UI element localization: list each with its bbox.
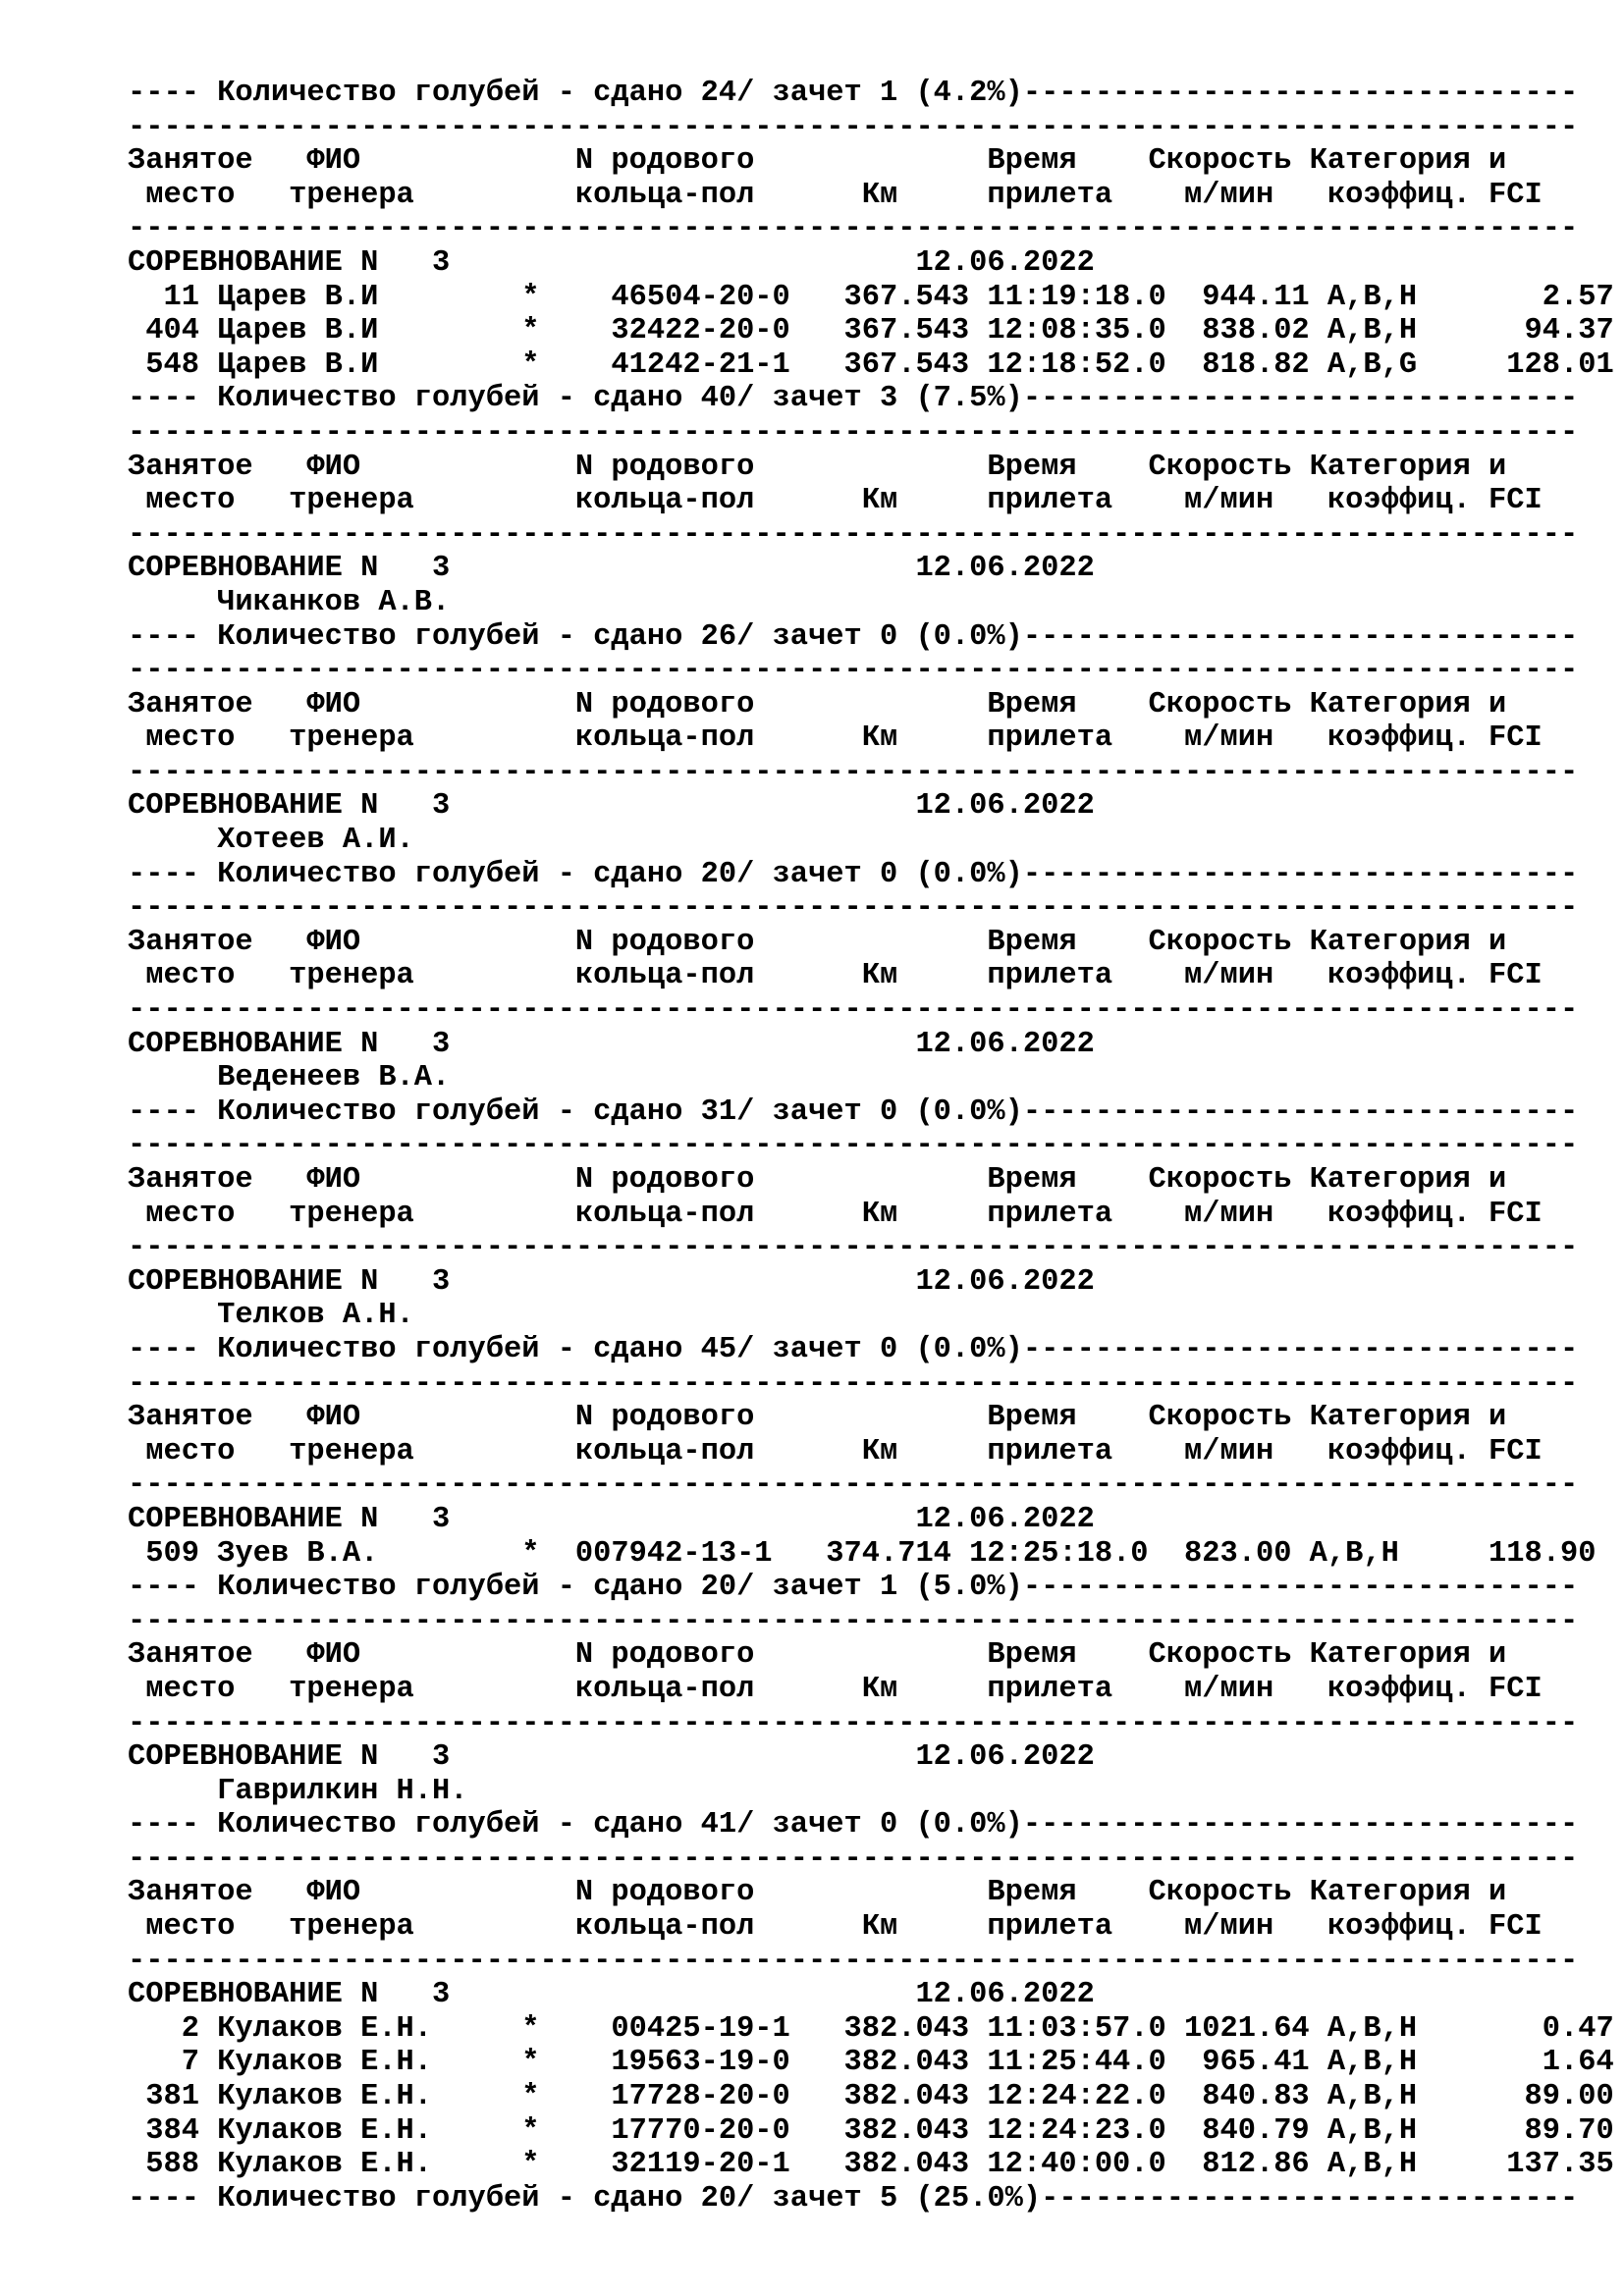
column-subheader-line: место тренера кольца-пол Км прилета м/мин коэффиц. FCI	[128, 484, 1543, 518]
separator-line: ---------------------------------------------------------------------------------	[128, 1944, 1579, 1978]
column-header-line: Занятое ФИО N родового Время Скорость Категория и	[128, 1638, 1507, 1673]
result-row: 404 Царев В.И * 32422-20-0 367.543 12:08:35.0 838.02 A,B,H 94.37	[128, 314, 1614, 348]
separator-line: ---------------------------------------------------------------------------------	[128, 1842, 1579, 1876]
separator-line: ---------------------------------------------------------------------------------	[128, 993, 1579, 1028]
separator-line: ---------------------------------------------------------------------------------	[128, 110, 1579, 144]
competition-line: СОРЕВНОВАНИЕ N 3 12.06.2022	[128, 1978, 1095, 2012]
result-row: 11 Царев В.И * 46504-20-0 367.543 11:19:18.0 944.11 A,B,H 2.57	[128, 280, 1614, 314]
column-header-line: Занятое ФИО N родового Время Скорость Категория и	[128, 1401, 1507, 1435]
separator-line: ---------------------------------------------------------------------------------	[128, 1468, 1579, 1503]
result-row: 384 Кулаков Е.Н. * 17770-20-0 382.043 12:24:23.0 840.79 A,B,H 89.70	[128, 2113, 1614, 2148]
result-row: 381 Кулаков Е.Н. * 17728-20-0 382.043 12:24:22.0 840.83 A,B,H 89.00	[128, 2080, 1614, 2114]
result-row: 509 Зуев В.А. * 007942-13-1 374.714 12:25:18.0 823.00 A,B,H 118.90	[128, 1536, 1597, 1571]
result-row: 7 Кулаков Е.Н. * 19563-19-0 382.043 11:25:44.0 965.41 A,B,H 1.64	[128, 2046, 1614, 2080]
column-header-line: Занятое ФИО N родового Время Скорость Категория и	[128, 925, 1507, 959]
results-printout	[128, 77, 1614, 2216]
column-subheader-line: место тренера кольца-пол Км прилета м/мин коэффиц. FCI	[128, 959, 1543, 993]
column-header-line: Занятое ФИО N родового Время Скорость Категория и	[128, 1876, 1507, 1910]
summary-line: ---- Количество голубей - сдано 41/ зачет 0 (0.0%)-------------------------------	[128, 1808, 1579, 1842]
competition-line: СОРЕВНОВАНИЕ N 3 12.06.2022	[128, 552, 1095, 586]
summary-line: ---- Количество голубей - сдано 26/ зачет 0 (0.0%)-------------------------------	[128, 619, 1579, 654]
column-header-line: Занятое ФИО N родового Время Скорость Категория и	[128, 1163, 1507, 1197]
column-subheader-line: место тренера кольца-пол Км прилета м/мин коэффиц. FCI	[128, 178, 1543, 212]
separator-line: ---------------------------------------------------------------------------------	[128, 212, 1579, 246]
separator-line: ---------------------------------------------------------------------------------	[128, 1706, 1579, 1740]
column-header-line: Занятое ФИО N родового Время Скорость Категория и	[128, 450, 1507, 484]
column-header-line: Занятое ФИО N родового Время Скорость Категория и	[128, 687, 1507, 721]
trainer-name-line: Гаврилкин Н.Н.	[128, 1774, 468, 1808]
separator-line: ---------------------------------------------------------------------------------	[128, 755, 1579, 789]
separator-line: ---------------------------------------------------------------------------------	[128, 1129, 1579, 1163]
summary-line: ---- Количество голубей - сдано 20/ зачет 0 (0.0%)-------------------------------	[128, 857, 1579, 891]
separator-line: ---------------------------------------------------------------------------------	[128, 517, 1579, 552]
column-subheader-line: место тренера кольца-пол Км прилета м/мин коэффиц. FCI	[128, 1197, 1543, 1231]
column-subheader-line: место тренера кольца-пол Км прилета м/мин коэффиц. FCI	[128, 721, 1543, 756]
separator-line: ---------------------------------------------------------------------------------	[128, 1604, 1579, 1638]
summary-line: ---- Количество голубей - сдано 31/ зачет 0 (0.0%)-------------------------------	[128, 1095, 1579, 1129]
competition-line: СОРЕВНОВАНИЕ N 3 12.06.2022	[128, 789, 1095, 824]
trainer-name-line: Хотеев А.И.	[128, 824, 414, 858]
summary-line: ---- Количество голубей - сдано 20/ зачет 5 (25.0%)------------------------------	[128, 2181, 1579, 2216]
column-header-line: Занятое ФИО N родового Время Скорость Категория и	[128, 144, 1507, 179]
separator-line: ---------------------------------------------------------------------------------	[128, 1366, 1579, 1401]
separator-line: ---------------------------------------------------------------------------------	[128, 415, 1579, 450]
separator-line: ---------------------------------------------------------------------------------	[128, 1231, 1579, 1265]
trainer-name-line: Веденеев В.А.	[128, 1061, 451, 1095]
summary-line: ---- Количество голубей - сдано 40/ зачет 3 (7.5%)-------------------------------	[128, 382, 1579, 416]
result-row: 2 Кулаков Е.Н. * 00425-19-1 382.043 11:03:57.0 1021.64 A,B,H 0.47	[128, 2011, 1614, 2046]
competition-line: СОРЕВНОВАНИЕ N 3 12.06.2022	[128, 1740, 1095, 1775]
competition-line: СОРЕВНОВАНИЕ N 3 12.06.2022	[128, 1264, 1095, 1299]
separator-line: ---------------------------------------------------------------------------------	[128, 654, 1579, 688]
summary-line: ---- Количество голубей - сдано 20/ зачет 1 (5.0%)-------------------------------	[128, 1571, 1579, 1605]
separator-line: ---------------------------------------------------------------------------------	[128, 891, 1579, 926]
column-subheader-line: место тренера кольца-пол Км прилета м/мин коэффиц. FCI	[128, 1672, 1543, 1706]
result-row: 548 Царев В.И * 41242-21-1 367.543 12:18:52.0 818.82 A,B,G 128.01	[128, 347, 1614, 382]
trainer-name-line: Телков А.Н.	[128, 1299, 414, 1333]
competition-line: СОРЕВНОВАНИЕ N 3 12.06.2022	[128, 1502, 1095, 1536]
competition-line: СОРЕВНОВАНИЕ N 3 12.06.2022	[128, 245, 1095, 280]
summary-line: ---- Количество голубей - сдано 45/ зачет 0 (0.0%)-------------------------------	[128, 1332, 1579, 1366]
result-row: 588 Кулаков Е.Н. * 32119-20-1 382.043 12:40:00.0 812.86 A,B,H 137.35	[128, 2148, 1614, 2182]
competition-line: СОРЕВНОВАНИЕ N 3 12.06.2022	[128, 1027, 1095, 1061]
column-subheader-line: место тренера кольца-пол Км прилета м/мин коэффиц. FCI	[128, 1434, 1543, 1468]
column-subheader-line: место тренера кольца-пол Км прилета м/мин коэффиц. FCI	[128, 1910, 1543, 1945]
trainer-name-line: Чиканков А.В.	[128, 585, 451, 619]
summary-line: ---- Количество голубей - сдано 24/ зачет 1 (4.2%)-------------------------------	[128, 77, 1579, 110]
